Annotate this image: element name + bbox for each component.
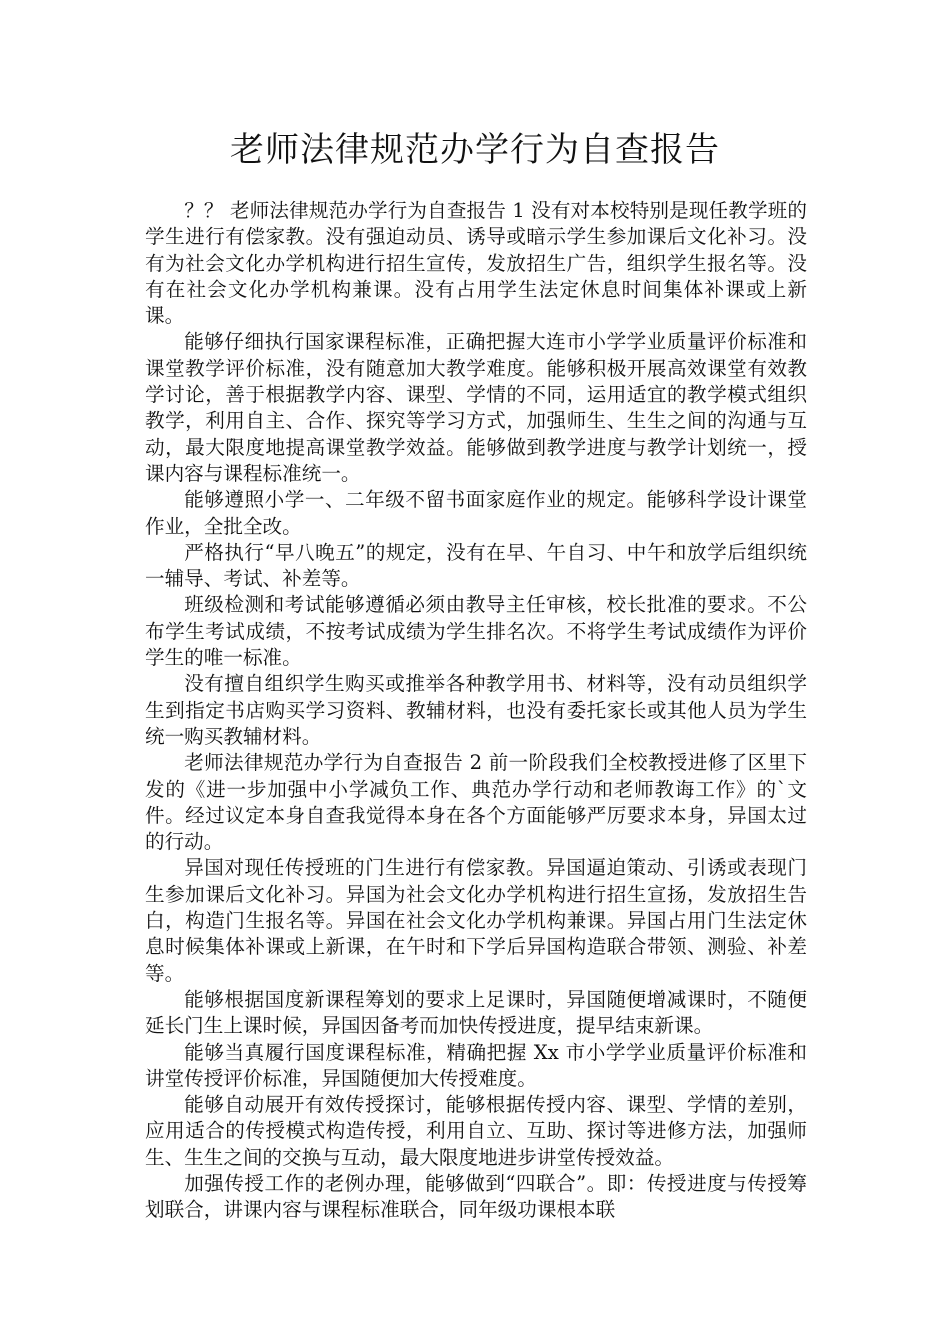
paragraph: 严格执行“早八晚五”的规定，没有在早、午自习、中午和放学后组织统一辅导、考试、补差等。: [145, 540, 807, 591]
paragraph: 能够当真履行国度课程标准，精确把握 Xx 市小学学业质量评价标准和讲堂传授评价标准，异国随便加大传授难度。: [145, 1040, 807, 1090]
document-title: 老师法律规范办学行为自查报告: [230, 130, 720, 170]
document-body: [145, 198, 807, 1224]
paragraph: 加强传授工作的老例办理，能够做到“四联合”。即：传授进度与传授筹划联合，讲课内容与课程标准联合，同年级功课根本联: [145, 1171, 807, 1222]
paragraph: 能够根据国度新课程筹划的要求上足课时，异国随便增减课时，不随便延长门生上课时候，异国因备考而加快传授进度，提早结束新课。: [145, 987, 807, 1038]
paragraph: 异国对现任传授班的门生进行有偿家教。异国逼迫策动、引诱或表现门生参加课后文化补习。异国为社会文化办学机构进行招生宣扬，发放招生告白，构造门生报名等。异国在社会文化办学机构兼课。异国占用门生法定休息时候集体补课或上新课，在午时和下学后异国构造联合带领、测验、补差等。: [145, 856, 807, 985]
paragraph: 能够遵照小学一、二年级不留书面家庭作业的规定。能够科学设计课堂作业，全批全改。: [145, 488, 807, 538]
paragraph: ？？ 老师法律规范办学行为自查报告 1 没有对本校特别是现任教学班的学生进行有偿家教。没有强迫动员、诱导或暗示学生参加课后文化补习。没有为社会文化办学机构进行招生宣传，发放招生广告，组织学生报名等。没有在社会文化办学机构兼课。没有占用学生法定休息时间集体补课或上新课。: [145, 199, 807, 328]
paragraph: 能够自动展开有效传授探讨，能够根据传授内容、课型、学情的差别，应用适合的传授模式构造传授，利用自立、互助、探讨等进修方法，加强师生、生生之间的交换与互动，最大限度地进步讲堂传授效益。: [145, 1093, 807, 1169]
paragraph: 老师法律规范办学行为自查报告 2 前一阶段我们全校教授进修了区里下发的《进一步加强中小学减负工作、典范办学行动和老师教诲工作》的`文件。经过议定本身自查我觉得本身在各个方面能够严厉要求本身，异国太过的行动。: [145, 751, 807, 854]
paragraph: 没有擅自组织学生购买或推举各种教学用书、材料等，没有动员组织学生到指定书店购买学习资料、教辅材料，也没有委托家长或其他人员为学生统一购买教辅材料。: [145, 672, 807, 748]
paragraph: 班级检测和考试能够遵循必须由教导主任审核，校长批准的要求。不公布学生考试成绩，不按考试成绩为学生排名次。不将学生考试成绩作为评价学生的唯一标准。: [145, 593, 807, 670]
paragraph: 能够仔细执行国家课程标准，正确把握大连市小学学业质量评价标准和课堂教学评价标准，没有随意加大教学难度。能够积极开展高效课堂有效教学讨论，善于根据教学内容、课型、学情的不同，运用适宜的教学模式组织教学，利用自主、合作、探究等学习方式，加强师生、生生之间的沟通与互动，最大限度地提高课堂教学效益。能够做到教学进度与教学计划统一，授课内容与课程标准统一。: [145, 330, 807, 485]
